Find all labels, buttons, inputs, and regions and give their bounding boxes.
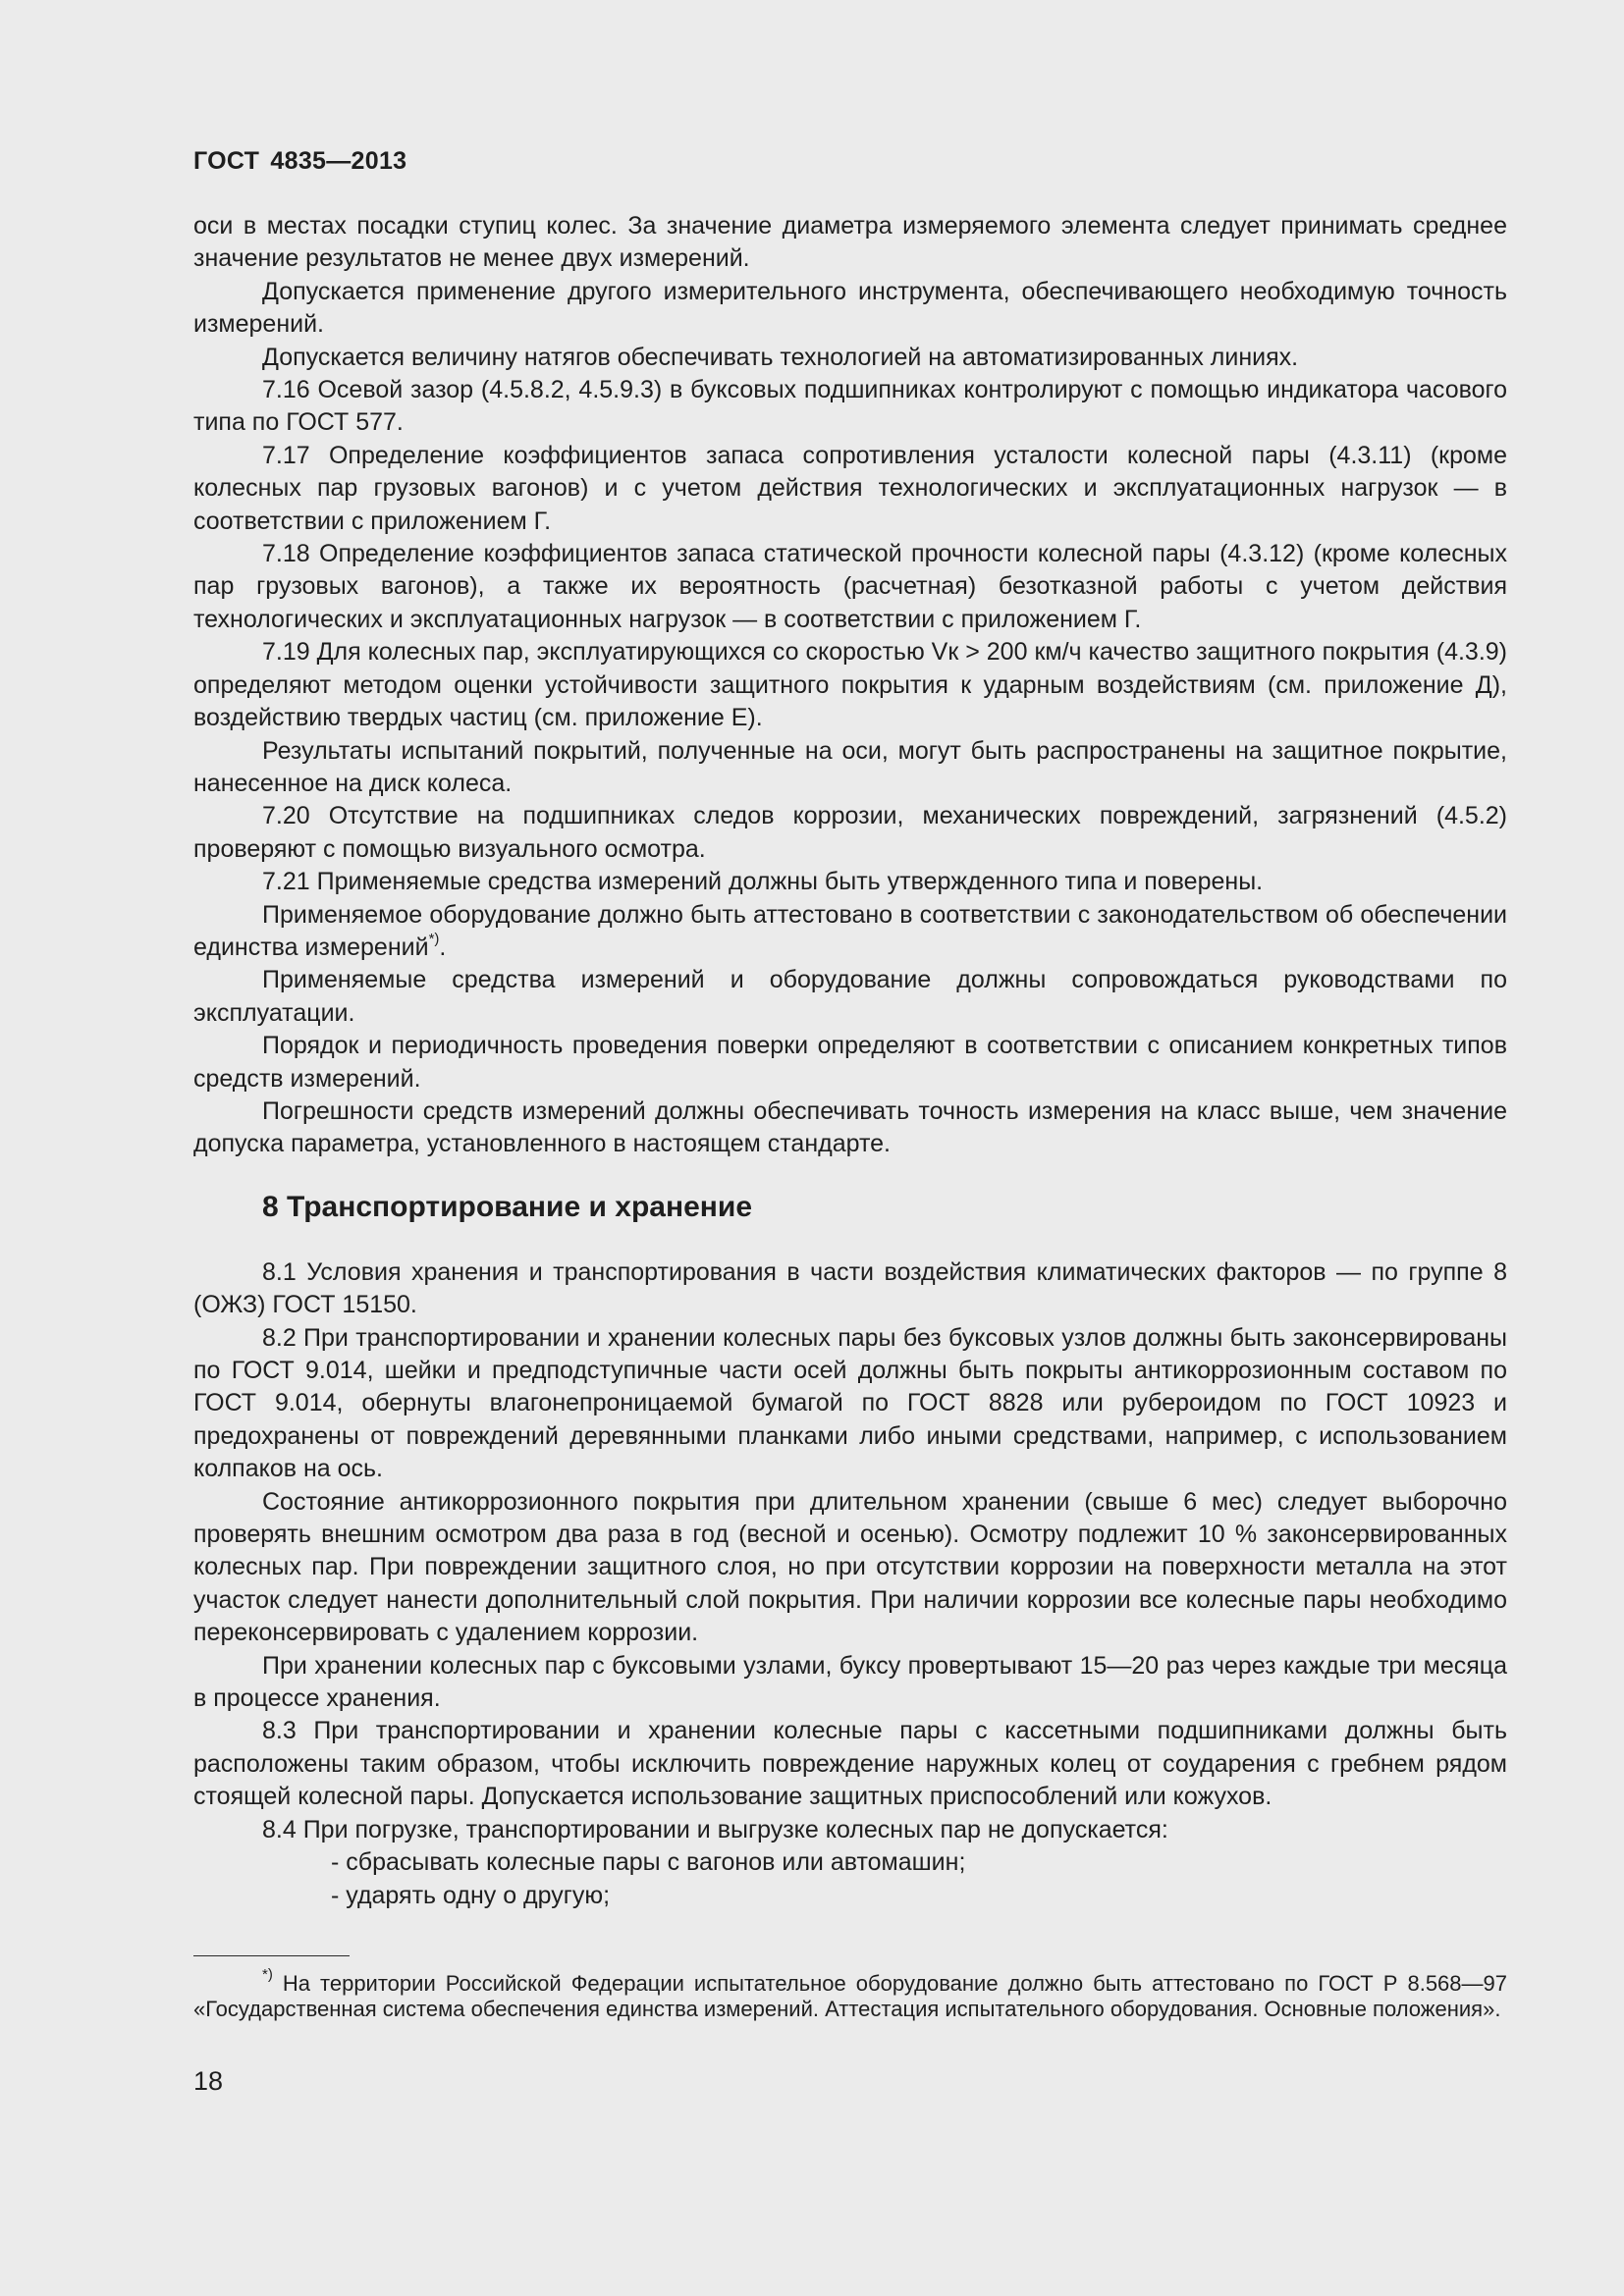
paragraph-7-17: 7.17 Определение коэффициентов запаса сопротивления усталости колесной пары (4.3.11) (кроме колесных пар грузовых вагонов) и с учетом действия технологических и эксплуатационных нагрузок — в соответствии с приложением Г. (193, 441, 1507, 535)
paragraph: При хранении колесных пар с буксовыми узлами, буксу провертывают 15—20 раз через каждые три месяца в процессе хранения. (193, 1651, 1507, 1713)
list-item: - сбрасывать колесные пары с вагонов или автомашин; (331, 1848, 966, 1877)
paragraph: оси в местах посадки ступиц колес. За значение диаметра измеряемого элемента следует принимать среднее значение результатов не менее двух измерений. (193, 212, 1507, 273)
paragraph-8-4: 8.4 При погрузке, транспортировании и выгрузке колесных пар не допускается: (262, 1815, 1168, 1843)
paragraph: Порядок и периодичность проведения поверки определяют в соответствии с описанием конкретных типов средств измерений. (193, 1032, 1507, 1093)
paragraph-8-3: 8.3 При транспортировании и хранении колесные пары с кассетными подшипниками должны быть расположены таким образом, чтобы исключить повреждение наружных колец от соударения с гребнем рядом стоящей колесной пары. Допускается использование защитных приспособлений или кожухов. (193, 1717, 1507, 1811)
document-code-header: ГОСТ 4835—2013 (193, 147, 407, 175)
paragraph-7-19: 7.19 Для колесных пар, эксплуатирующихся со скоростью Vк > 200 км/ч качество защитного покрытия (4.3.9) определяют методом оценки устойчивости защитного покрытия к ударным воздействиям (см. приложение Д), воздействию твердых частиц (см. приложение Е). (193, 638, 1507, 732)
footnote-divider (193, 1955, 350, 1956)
footnote-reference: *) (428, 930, 440, 947)
paragraph: Применяемые средства измерений и оборудование должны сопровождаться руководствами по эксплуатации. (193, 966, 1507, 1027)
paragraph-7-16: 7.16 Осевой зазор (4.5.8.2, 4.5.9.3) в буксовых подшипниках контролируют с помощью индикатора часового типа по ГОСТ 577. (193, 376, 1507, 437)
list-item: - ударять одну о другую; (331, 1881, 611, 1909)
paragraph-text: Применяемое оборудование должно быть аттестовано в соответствии с законодательством об обеспечении единства измерений (193, 900, 1507, 961)
paragraph-7-18: 7.18 Определение коэффициентов запаса статической прочности колесной пары (4.3.12) (кроме колесных пар грузовых вагонов), а также их вероятность (расчетная) безотказной работы с учетом действия технологических и эксплуатационных нагрузок — в соответствии с приложением Г. (193, 540, 1507, 633)
paragraph: Допускается применение другого измерительного инструмента, обеспечивающего необходимую точность измерений. (193, 277, 1507, 339)
paragraph: Результаты испытаний покрытий, полученные на оси, могут быть распространены на защитное покрытие, нанесенное на диск колеса. (193, 736, 1507, 797)
footnote (193, 1966, 1507, 2022)
page-number: 18 (193, 2066, 224, 2096)
paragraph: Состояние антикоррозионного покрытия при длительном хранении (свыше 6 мес) следует выборочно проверять внешним осмотром два раза в год (весной и осенью). Осмотру подлежит 10 % законсервированных колесных пар. При повреждении защитного слоя, но при отсутствии коррозии на поверхности металла на этот участок следует нанести дополнительный слой покрытия. При наличии коррозии все колесные пары необходимо переконсервировать с удалением коррозии. (193, 1487, 1507, 1647)
document-body (193, 210, 1507, 1912)
paragraph-8-2: 8.2 При транспортировании и хранении колесных пары без буксовых узлов должны быть законсервированы по ГОСТ 9.014, шейки и предподступичные части осей должны быть покрыты антикоррозионным составом по ГОСТ 9.014, обернуты влагонепроницаемой бумагой по ГОСТ 8828 или рубероидом по ГОСТ 10923 и предохранены от повреждений деревянными планками либо иными средствами, например, с использованием колпаков на ось. (193, 1323, 1507, 1483)
paragraph-with-footnote (193, 899, 1507, 965)
paragraph-7-20: 7.20 Отсутствие на подшипниках следов коррозии, механических повреждений, загрязнений (4.5.2) проверяют с помощью визуального осмотра. (193, 802, 1507, 863)
section-heading-8: 8 Транспортирование и хранение (262, 1190, 753, 1223)
paragraph: Погрешности средств измерений должны обеспечивать точность измерения на класс выше, чем значение допуска параметра, установленного в настоящем стандарте. (193, 1096, 1507, 1158)
footnote-text: На территории Российской Федерации испытательное оборудование должно быть аттестовано по ГОСТ Р 8.568—97 «Государственная система обеспечения единства измерений. Аттестация испытательного оборудования. Основные положения». (193, 1971, 1507, 2021)
paragraph-8-1: 8.1 Условия хранения и транспортирования в части воздействия климатических факторов — по группе 8 (ОЖЗ) ГОСТ 15150. (193, 1257, 1507, 1319)
paragraph: Допускается величину натягов обеспечивать технологией на автоматизированных линиях. (262, 343, 1299, 371)
footnote-mark: *) (262, 1966, 273, 1983)
paragraph-end: . (439, 933, 447, 961)
paragraph-7-21: 7.21 Применяемые средства измерений должны быть утвержденного типа и поверены. (262, 868, 1264, 896)
